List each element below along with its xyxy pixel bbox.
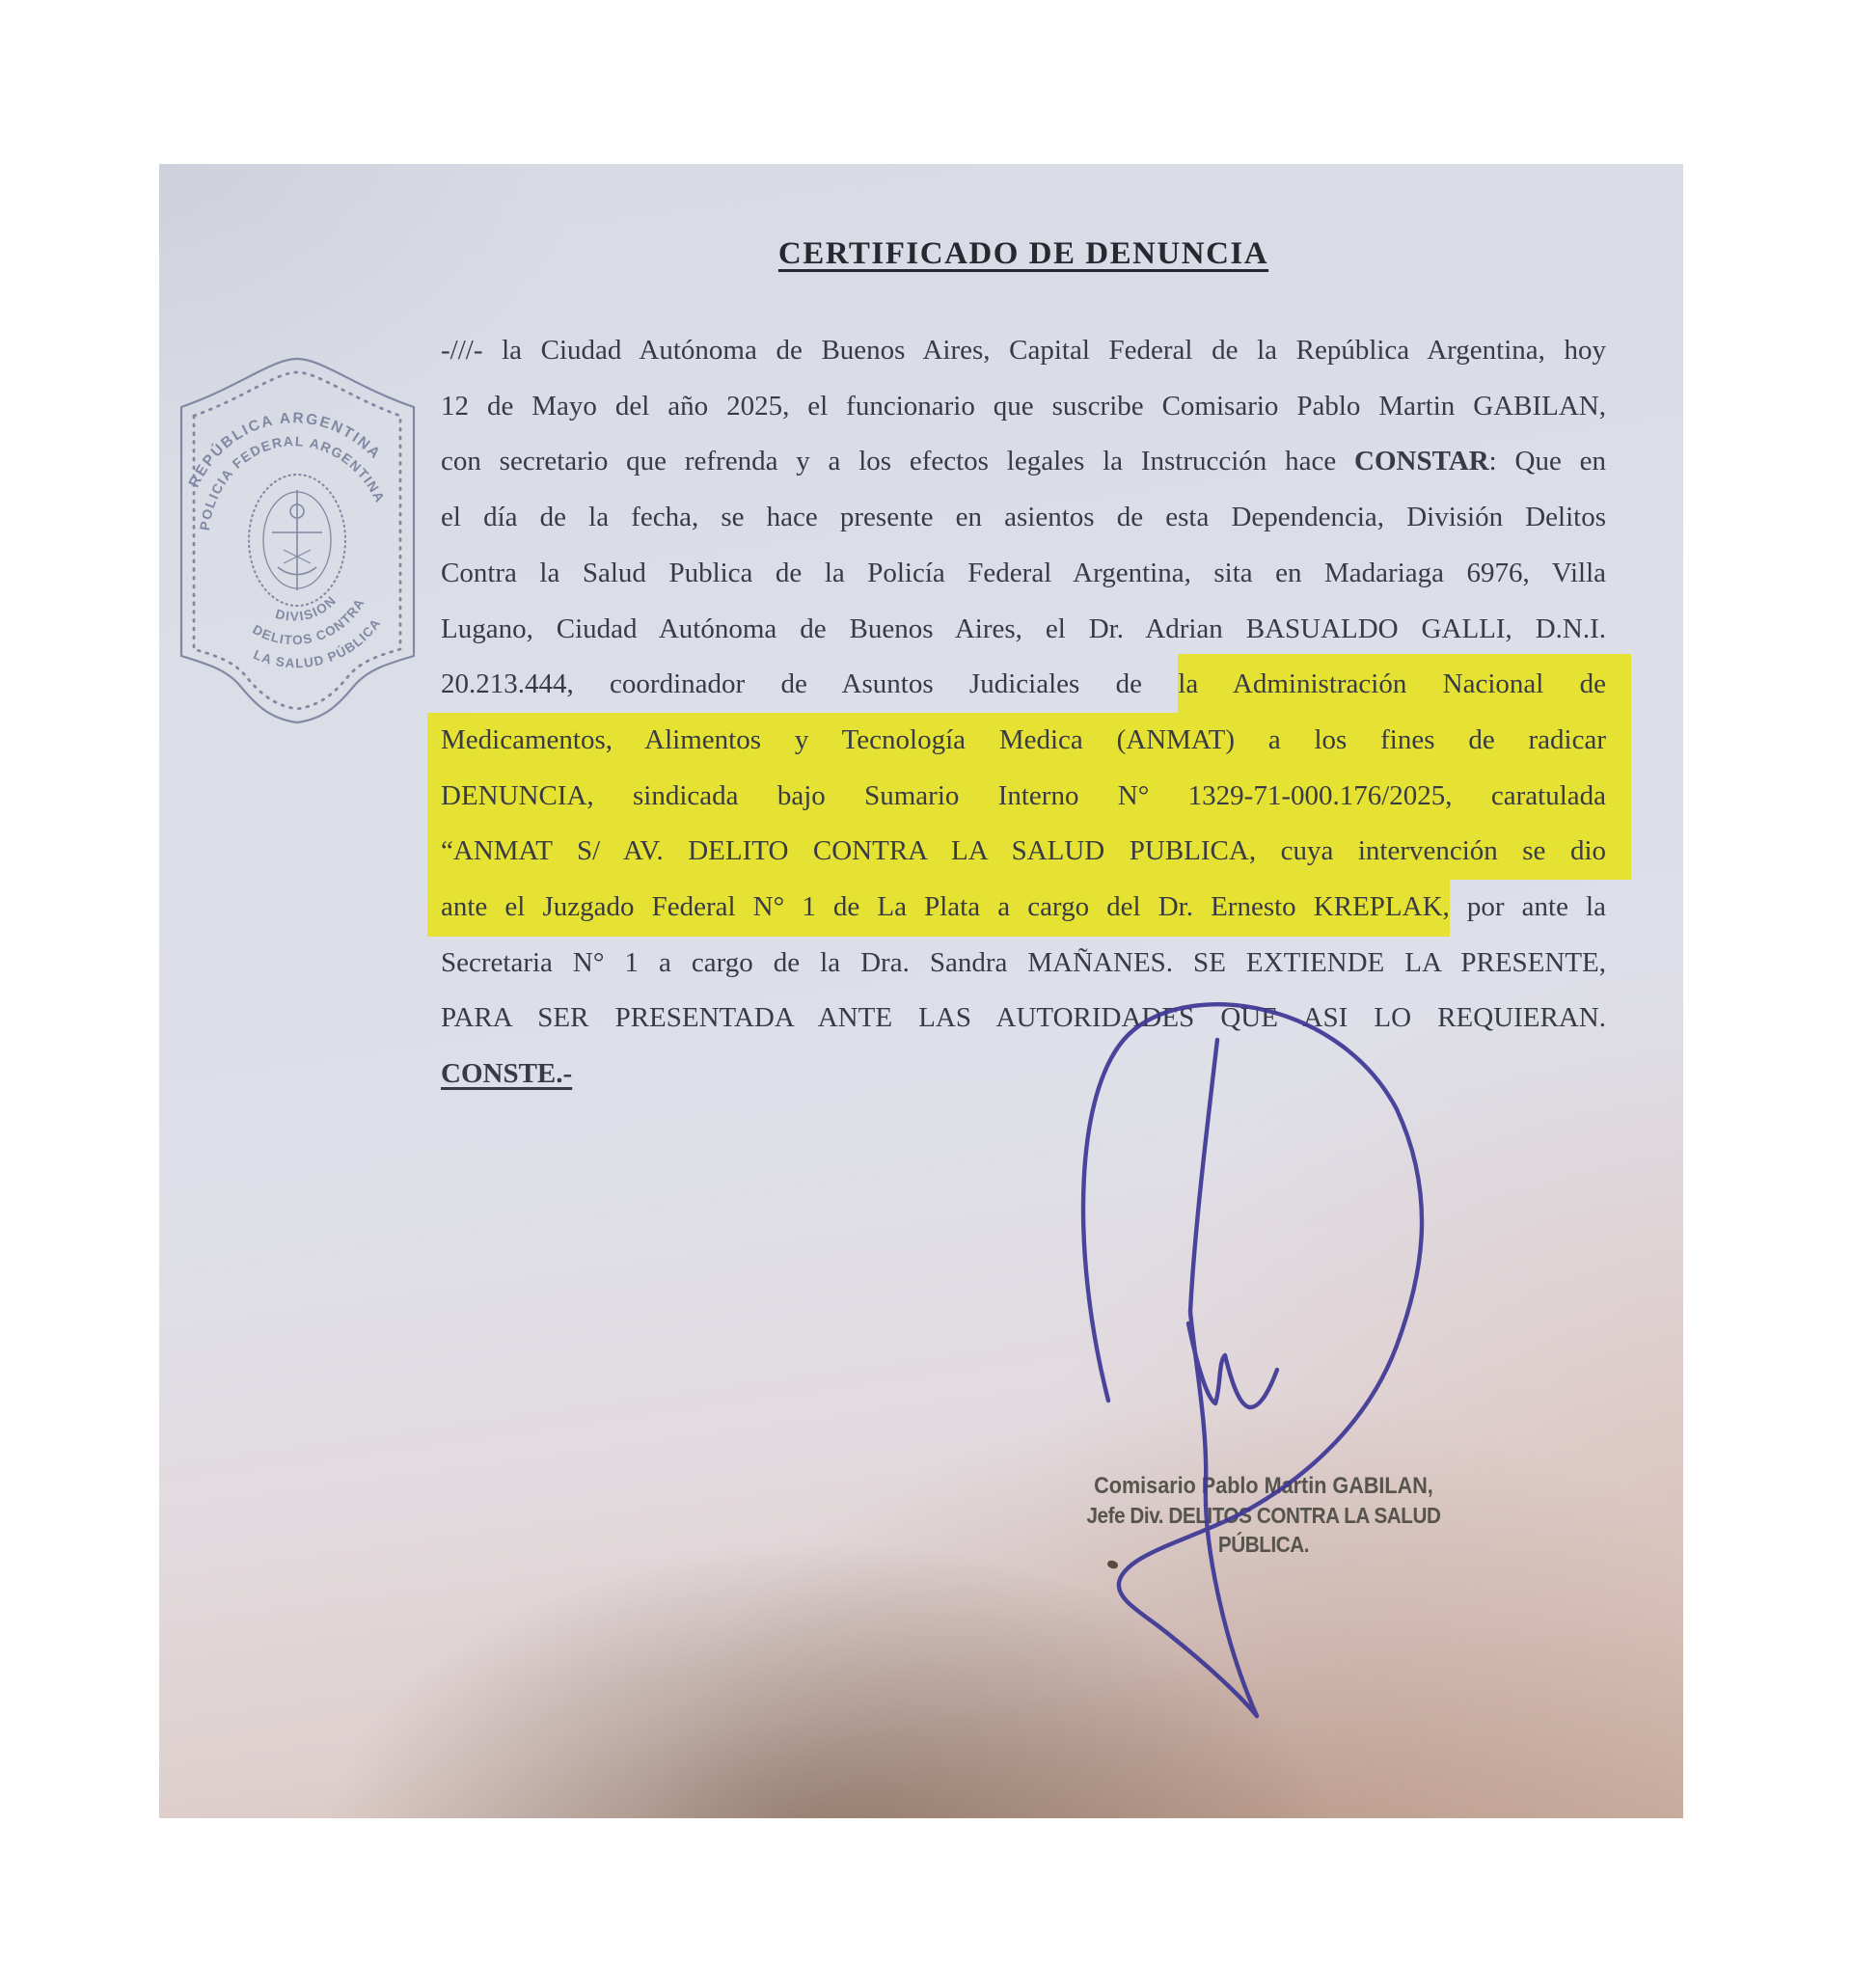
signature-vertical-stroke <box>1190 1040 1257 1716</box>
stamp-arc-policia-federal: POLICIA FEDERAL ARGENTINA <box>196 433 389 531</box>
stamp-arc-republica-argentina: REPÚBLICA ARGENTINA <box>185 410 385 491</box>
body-text: Medicamentos, Alimentos y Tecnología Medica (ANMAT) a los fines de radicar <box>441 723 1606 755</box>
police-stamp-seal <box>174 355 422 726</box>
body-text: -///- la Ciudad Autónoma de Buenos Aires, Capital Federal de la República Argentina, hoy <box>441 335 1606 366</box>
body-line <box>441 546 1606 602</box>
body-line <box>441 936 1606 992</box>
body-line <box>441 379 1606 435</box>
body-text: Lugano, Ciudad Autónoma de Buenos Aires, el Dr. Adrian BASUALDO GALLI, D.N.I. <box>441 613 1606 644</box>
body-paragraph <box>441 323 1606 1103</box>
signer-stamp-block <box>1069 1472 1459 1559</box>
body-text: “ANMAT S/ AV. DELITO CONTRA LA SALUD PUBLICA, cuya intervención se dio <box>441 835 1606 867</box>
body-line <box>441 991 1606 1047</box>
document-page <box>159 164 1683 1818</box>
body-text: el día de la fecha, se hace presente en asientos de esta Dependencia, División Delitos <box>441 502 1606 533</box>
body-line <box>427 769 1631 825</box>
highlighted-text: ante el Juzgado Federal N° 1 de La Plata a cargo del Dr. Ernesto KREPLAK, <box>427 877 1450 937</box>
highlighted-text: la Administración Nacional de <box>1178 654 1631 714</box>
body-line <box>441 880 1606 936</box>
body-line <box>441 323 1606 379</box>
body-text: : Que en <box>1488 446 1607 477</box>
body-line <box>441 1047 1606 1103</box>
body-text: 12 de Mayo del año 2025, el funcionario que suscribe Comisario Pablo Martin GABILAN, <box>441 390 1606 422</box>
signer-role: Jefe Div. DELITOS CONTRA LA SALUD PÚBLICA. <box>1086 1503 1441 1557</box>
body-line <box>441 434 1606 490</box>
page-title: CERTIFICADO DE DENUNCIA <box>777 236 1269 271</box>
body-line <box>427 713 1631 769</box>
body-text: 20.213.444, coordinador de Asuntos Judiciales de <box>441 668 1179 700</box>
ink-speck <box>1106 1559 1119 1569</box>
body-text: Secretaria N° 1 a cargo de la Dra. Sandra MAÑANES. SE EXTIENDE LA PRESENTE, <box>441 946 1606 978</box>
signature-loop-stroke <box>1083 1004 1422 1716</box>
signer-name: Comisario Pablo Martin GABILAN, <box>1094 1473 1433 1499</box>
body-text: con secretario que refrenda y a los efectos legales la Instrucción hace <box>441 446 1354 477</box>
signature-squiggle-stroke <box>1188 1323 1277 1407</box>
body-text: CONSTE.- <box>441 1058 573 1090</box>
stamp-arc-delitos-contra: DELITOS CONTRA <box>250 595 368 648</box>
body-text: PARA SER PRESENTADA ANTE LAS AUTORIDADES QUE ASI LO REQUIERAN. <box>441 1002 1606 1034</box>
body-text: Contra la Salud Publica de la Policía Federal Argentina, sita en Madariaga 6976, Villa <box>441 557 1606 588</box>
coat-of-arms-icon <box>249 475 345 606</box>
body-line <box>441 657 1606 713</box>
stamp-arc-salud-publica: LA SALUD PÚBLICA <box>251 615 384 671</box>
body-text: DENUNCIA, sindicada bajo Sumario Interno N° 1329-71-000.176/2025, caratulada <box>441 779 1606 811</box>
body-line <box>441 602 1606 658</box>
body-line <box>427 824 1631 880</box>
stamp-arc-division: DIVISION <box>273 592 340 624</box>
body-text: por ante la <box>1449 891 1606 923</box>
svg-text:LA SALUD PÚBLICA <box>248 612 391 686</box>
body-line <box>441 490 1606 546</box>
body-text: CONSTAR <box>1354 446 1489 477</box>
title-row <box>441 236 1606 272</box>
